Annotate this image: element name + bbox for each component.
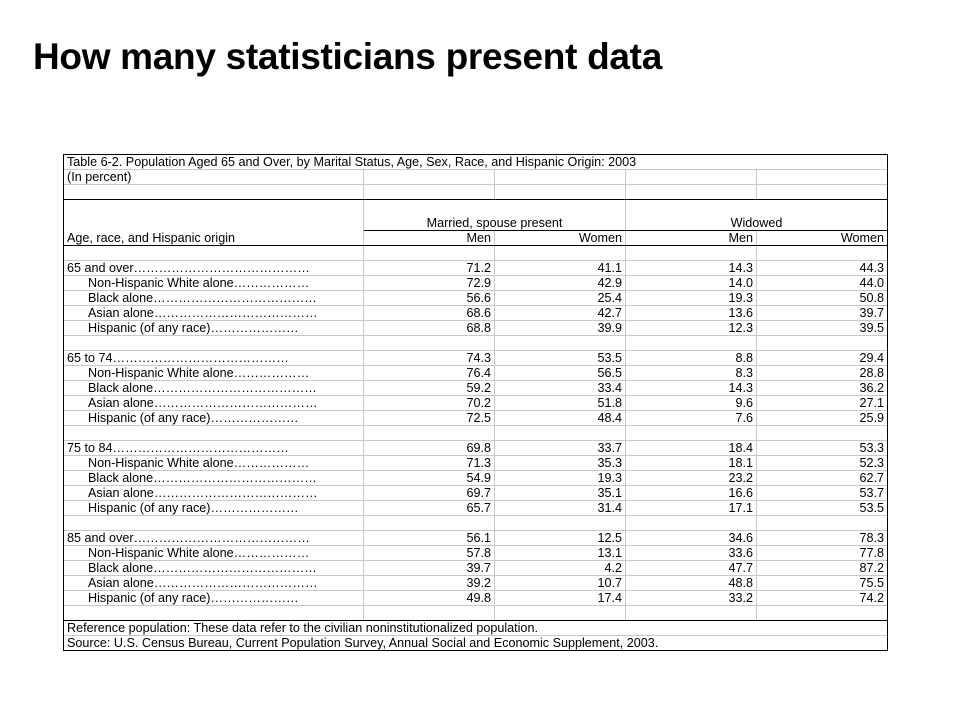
value-cell: 14.3 [626, 261, 757, 276]
census-table [63, 154, 888, 651]
spacer-row [64, 185, 888, 200]
group-married: Married, spouse present [364, 200, 626, 231]
row-label: Asian alone………………………………… [64, 576, 364, 591]
source-row [64, 636, 888, 651]
spacer-row [64, 606, 888, 621]
table-title: Table 6-2. Population Aged 65 and Over, by Marital Status, Age, Sex, Race, and Hispanic Origin: 2003 [64, 155, 888, 170]
units-row [64, 170, 888, 185]
value-cell: 74.3 [364, 351, 495, 366]
value-cell: 51.8 [495, 396, 626, 411]
value-cell: 59.2 [364, 381, 495, 396]
value-cell: 35.1 [495, 486, 626, 501]
value-cell: 29.4 [757, 351, 888, 366]
value-cell: 41.1 [495, 261, 626, 276]
value-cell: 42.7 [495, 306, 626, 321]
value-cell: 34.6 [626, 531, 757, 546]
value-cell: 78.3 [757, 531, 888, 546]
row-label: Black alone………………………………… [64, 471, 364, 486]
value-cell: 27.1 [757, 396, 888, 411]
value-cell: 53.5 [495, 351, 626, 366]
value-cell: 49.8 [364, 591, 495, 606]
value-cell: 39.2 [364, 576, 495, 591]
value-cell: 12.5 [495, 531, 626, 546]
value-cell: 33.6 [626, 546, 757, 561]
slide-title: How many statisticians present data [33, 36, 662, 77]
table-row [64, 321, 888, 336]
value-cell: 62.7 [757, 471, 888, 486]
value-cell: 68.6 [364, 306, 495, 321]
value-cell: 76.4 [364, 366, 495, 381]
value-cell: 44.3 [757, 261, 888, 276]
value-cell: 48.8 [626, 576, 757, 591]
value-cell: 39.7 [364, 561, 495, 576]
value-cell: 65.7 [364, 501, 495, 516]
table-row [64, 561, 888, 576]
value-cell: 25.4 [495, 291, 626, 306]
value-cell: 33.2 [626, 591, 757, 606]
column-header-men: Men [626, 231, 757, 246]
value-cell: 31.4 [495, 501, 626, 516]
table-row [64, 576, 888, 591]
row-label: Hispanic (of any race)………………… [64, 501, 364, 516]
value-cell: 8.8 [626, 351, 757, 366]
value-cell: 10.7 [495, 576, 626, 591]
table-row [64, 276, 888, 291]
value-cell: 25.9 [757, 411, 888, 426]
row-label: 75 to 84…………………………………… [64, 441, 364, 456]
value-cell: 69.8 [364, 441, 495, 456]
row-label: Hispanic (of any race)………………… [64, 591, 364, 606]
row-label: Hispanic (of any race)………………… [64, 411, 364, 426]
table-footnote: Reference population: These data refer to the civilian noninstitutionalized population. [64, 621, 888, 636]
row-label: Black alone………………………………… [64, 561, 364, 576]
row-label: Asian alone………………………………… [64, 486, 364, 501]
value-cell: 4.2 [495, 561, 626, 576]
row-label: Asian alone………………………………… [64, 396, 364, 411]
row-label: 65 to 74…………………………………… [64, 351, 364, 366]
table-row [64, 366, 888, 381]
spacer-row [64, 336, 888, 351]
value-cell: 71.2 [364, 261, 495, 276]
value-cell: 23.2 [626, 471, 757, 486]
table-body [64, 155, 888, 651]
value-cell: 14.0 [626, 276, 757, 291]
value-cell: 8.3 [626, 366, 757, 381]
table-row [64, 291, 888, 306]
spacer-row [64, 426, 888, 441]
table-row [64, 381, 888, 396]
column-header-women: Women [757, 231, 888, 246]
table-row [64, 546, 888, 561]
value-cell: 53.5 [757, 501, 888, 516]
table-source: Source: U.S. Census Bureau, Current Population Survey, Annual Social and Economic Supplement, 2003. [64, 636, 888, 651]
value-cell: 47.7 [626, 561, 757, 576]
value-cell: 70.2 [364, 396, 495, 411]
table-title-row [64, 155, 888, 170]
value-cell: 33.7 [495, 441, 626, 456]
value-cell: 18.1 [626, 456, 757, 471]
row-label: Non-Hispanic White alone……………… [64, 366, 364, 381]
group-header-row [64, 200, 888, 231]
value-cell: 72.5 [364, 411, 495, 426]
table-row [64, 486, 888, 501]
column-header-women: Women [495, 231, 626, 246]
value-cell: 12.3 [626, 321, 757, 336]
table-row [64, 261, 888, 276]
value-cell: 54.9 [364, 471, 495, 486]
table-row [64, 591, 888, 606]
table-row [64, 396, 888, 411]
value-cell: 56.5 [495, 366, 626, 381]
table-row [64, 471, 888, 486]
value-cell: 14.3 [626, 381, 757, 396]
group-widowed: Widowed [626, 200, 888, 231]
table-row [64, 531, 888, 546]
value-cell: 39.5 [757, 321, 888, 336]
column-header-men: Men [364, 231, 495, 246]
value-cell: 56.6 [364, 291, 495, 306]
value-cell: 57.8 [364, 546, 495, 561]
row-label: Non-Hispanic White alone……………… [64, 546, 364, 561]
value-cell: 75.5 [757, 576, 888, 591]
value-cell: 72.9 [364, 276, 495, 291]
value-cell: 28.8 [757, 366, 888, 381]
table-row [64, 441, 888, 456]
table-row [64, 501, 888, 516]
value-cell: 50.8 [757, 291, 888, 306]
value-cell: 69.7 [364, 486, 495, 501]
value-cell: 44.0 [757, 276, 888, 291]
value-cell: 53.3 [757, 441, 888, 456]
row-label: Non-Hispanic White alone……………… [64, 456, 364, 471]
value-cell: 7.6 [626, 411, 757, 426]
value-cell: 74.2 [757, 591, 888, 606]
value-cell: 87.2 [757, 561, 888, 576]
value-cell: 48.4 [495, 411, 626, 426]
table-row [64, 306, 888, 321]
value-cell: 33.4 [495, 381, 626, 396]
spacer-row [64, 246, 888, 261]
value-cell: 17.1 [626, 501, 757, 516]
row-label: Hispanic (of any race)………………… [64, 321, 364, 336]
value-cell: 19.3 [495, 471, 626, 486]
value-cell: 35.3 [495, 456, 626, 471]
value-cell: 17.4 [495, 591, 626, 606]
row-label: 65 and over…………………………………… [64, 261, 364, 276]
row-label: Asian alone………………………………… [64, 306, 364, 321]
footnote-row [64, 621, 888, 636]
value-cell: 53.7 [757, 486, 888, 501]
table-row [64, 351, 888, 366]
value-cell: 68.8 [364, 321, 495, 336]
value-cell: 19.3 [626, 291, 757, 306]
value-cell: 16.6 [626, 486, 757, 501]
value-cell: 42.9 [495, 276, 626, 291]
value-cell: 36.2 [757, 381, 888, 396]
table-row [64, 411, 888, 426]
value-cell: 71.3 [364, 456, 495, 471]
value-cell: 13.6 [626, 306, 757, 321]
spacer-row [64, 516, 888, 531]
table-units: (In percent) [64, 170, 364, 185]
value-cell: 56.1 [364, 531, 495, 546]
value-cell: 18.4 [626, 441, 757, 456]
row-label: 85 and over…………………………………… [64, 531, 364, 546]
table-row [64, 456, 888, 471]
value-cell: 52.3 [757, 456, 888, 471]
value-cell: 13.1 [495, 546, 626, 561]
value-cell: 9.6 [626, 396, 757, 411]
row-label: Non-Hispanic White alone……………… [64, 276, 364, 291]
value-cell: 77.8 [757, 546, 888, 561]
row-header: Age, race, and Hispanic origin [64, 200, 364, 246]
value-cell: 39.7 [757, 306, 888, 321]
row-label: Black alone………………………………… [64, 291, 364, 306]
row-label: Black alone………………………………… [64, 381, 364, 396]
value-cell: 39.9 [495, 321, 626, 336]
